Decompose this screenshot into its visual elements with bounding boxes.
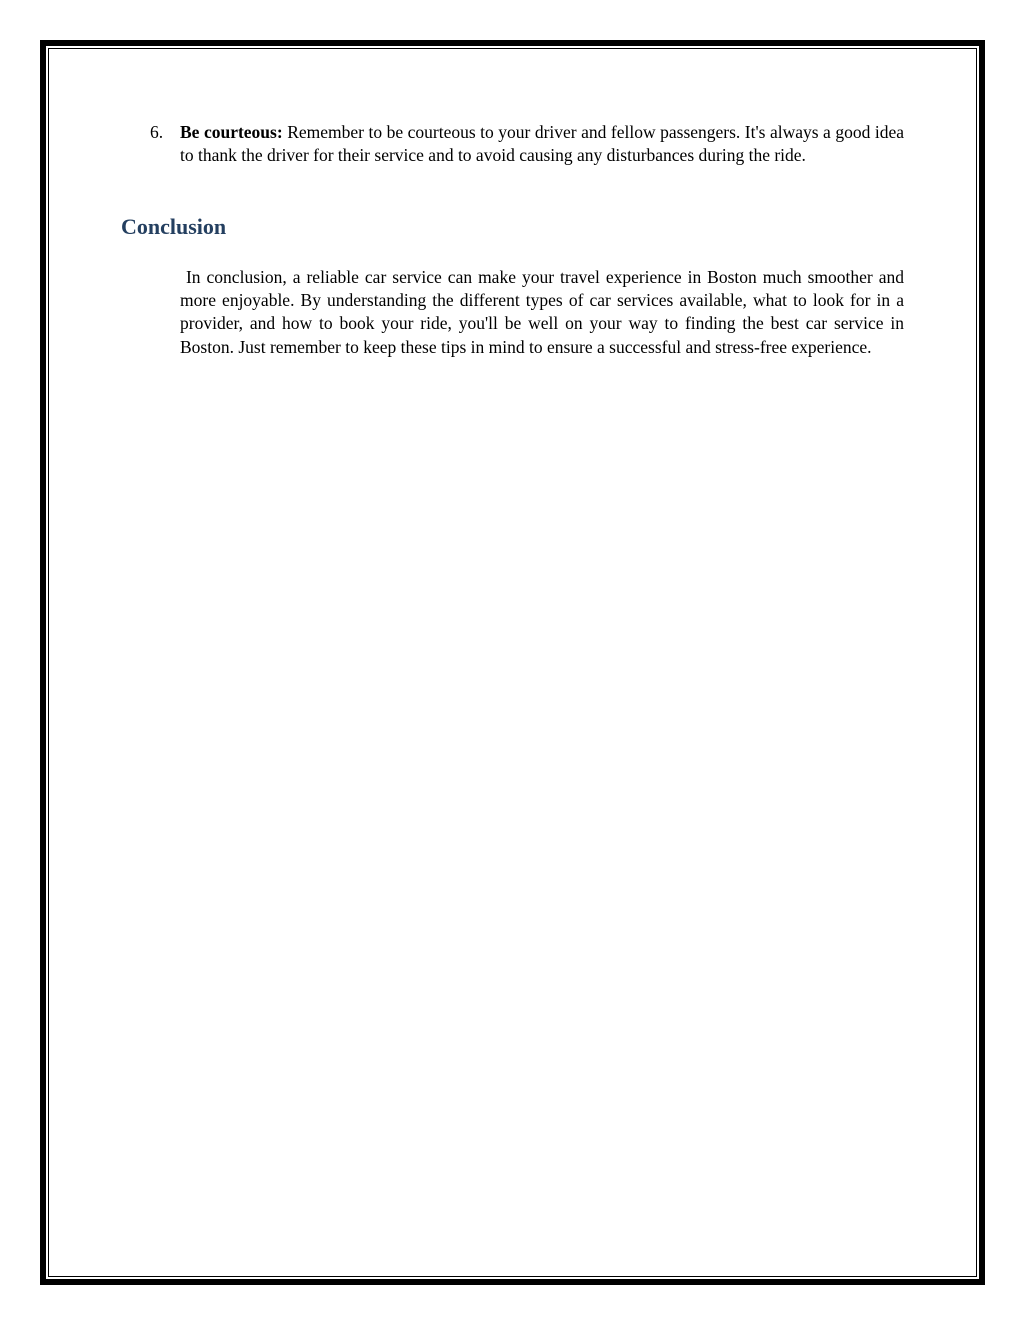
conclusion-paragraph: In conclusion, a reliable car service can make your travel experience in Boston much smoother and more enjoyable. By understanding the different types of car services available, what to look for in a provider, and how to book your ride, you'll be well on your way to finding the best car service in Boston. Just remember to keep these tips in mind to ensure a successful and stress-free experience. bbox=[180, 267, 904, 357]
section-heading: Conclusion bbox=[121, 214, 227, 239]
list-item-number: 6. bbox=[150, 122, 164, 142]
list-item-text: Remember to be courteous to your driver and fellow passengers. It's always a good idea to thank the driver for their service and to avoid causing any disturbances during the ride. bbox=[180, 122, 904, 166]
list-item bbox=[150, 121, 904, 168]
list-item-term: Be courteous: bbox=[180, 122, 283, 142]
list-item-body bbox=[180, 121, 904, 168]
